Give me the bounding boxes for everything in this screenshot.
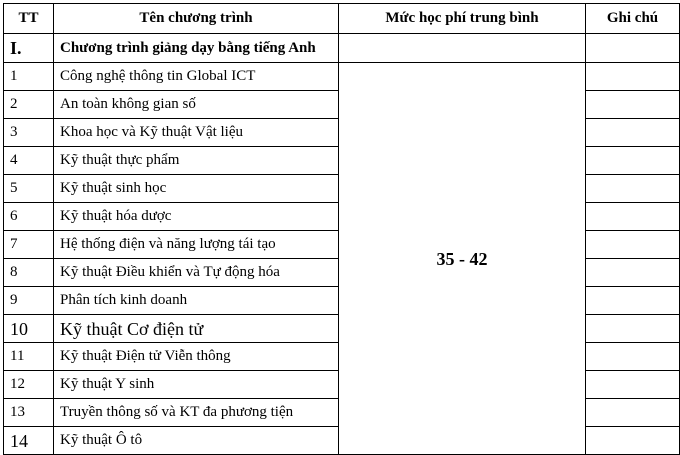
program-name: Kỹ thuật thực phẩm	[54, 147, 339, 175]
program-name: An toàn không gian số	[54, 91, 339, 119]
program-name: Kỹ thuật Điều khiển và Tự động hóa	[54, 259, 339, 287]
header-average-fee: Mức học phí trung bình	[339, 4, 586, 34]
row-number: 10	[4, 315, 54, 343]
row-number: 2	[4, 91, 54, 119]
note-cell	[586, 287, 680, 315]
row-number: 12	[4, 371, 54, 399]
program-name: Phân tích kinh doanh	[54, 287, 339, 315]
row-number: 7	[4, 231, 54, 259]
row-number: 4	[4, 147, 54, 175]
program-name: Khoa học và Kỹ thuật Vật liệu	[54, 119, 339, 147]
note-cell	[586, 427, 680, 455]
note-cell	[586, 315, 680, 343]
average-fee-value: 35 - 42	[339, 63, 586, 455]
header-program-name: Tên chương trình	[54, 4, 339, 34]
program-name: Kỹ thuật Y sinh	[54, 371, 339, 399]
row-number: 8	[4, 259, 54, 287]
row-number: 3	[4, 119, 54, 147]
header-row	[4, 4, 680, 34]
section-fee-cell	[339, 34, 586, 63]
row-number: 1	[4, 63, 54, 91]
note-cell	[586, 371, 680, 399]
row-number: 11	[4, 343, 54, 371]
note-cell	[586, 119, 680, 147]
program-name: Kỹ thuật Ô tô	[54, 427, 339, 455]
note-cell	[586, 343, 680, 371]
page-top-edge	[0, 0, 680, 3]
program-name: Kỹ thuật sinh học	[54, 175, 339, 203]
row-number: 5	[4, 175, 54, 203]
row-number: 14	[4, 427, 54, 455]
program-name: Công nghệ thông tin Global ICT	[54, 63, 339, 91]
section-title: Chương trình giảng dạy bằng tiếng Anh	[54, 34, 339, 63]
row-number: 9	[4, 287, 54, 315]
tuition-table	[3, 3, 680, 455]
program-name: Kỹ thuật Cơ điện tử	[54, 315, 339, 343]
header-tt: TT	[4, 4, 54, 34]
section-number: I.	[4, 34, 54, 63]
table-row	[4, 63, 680, 91]
program-name: Hệ thống điện và năng lượng tái tạo	[54, 231, 339, 259]
note-cell	[586, 259, 680, 287]
section-note-cell	[586, 34, 680, 63]
note-cell	[586, 399, 680, 427]
note-cell	[586, 147, 680, 175]
row-number: 6	[4, 203, 54, 231]
note-cell	[586, 91, 680, 119]
note-cell	[586, 231, 680, 259]
program-name: Kỹ thuật hóa dược	[54, 203, 339, 231]
section-row	[4, 34, 680, 63]
header-note: Ghi chú	[586, 4, 680, 34]
row-number: 13	[4, 399, 54, 427]
note-cell	[586, 63, 680, 91]
program-name: Kỹ thuật Điện tử Viễn thông	[54, 343, 339, 371]
program-name: Truyền thông số và KT đa phương tiện	[54, 399, 339, 427]
note-cell	[586, 203, 680, 231]
note-cell	[586, 175, 680, 203]
